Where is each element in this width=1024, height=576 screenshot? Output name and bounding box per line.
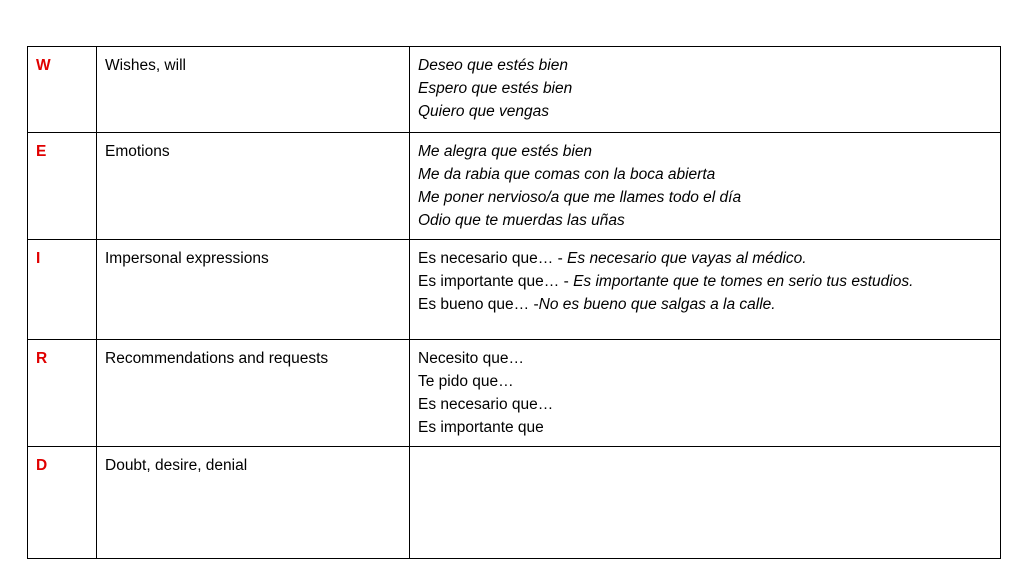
row-letter: D [28,447,97,559]
row-meaning: Wishes, will [97,47,410,133]
example-line [418,293,992,316]
example-line: Espero que estés bien [418,80,573,97]
example-line: Odio que te muerdas las uñas [418,212,625,229]
example-plain: Es necesario que… - [418,250,568,267]
row-letter: E [28,133,97,240]
table-row [28,240,1001,340]
row-examples [410,340,1001,447]
example-line: Me poner nervioso/a que me llames todo el día [418,189,742,206]
table-row [28,340,1001,447]
example-line: Necesito que… [418,350,524,367]
table-row [28,47,1001,133]
row-meaning: Emotions [97,133,410,240]
row-meaning: Recommendations and requests [97,340,410,447]
example-line [418,270,992,293]
example-line: Es importante que [418,419,544,436]
example-plain: Es bueno que… - [418,296,539,313]
example-line: Me alegra que estés bien [418,143,593,160]
example-italic: No es bueno que salgas a la calle. [538,296,776,313]
row-meaning: Doubt, desire, denial [97,447,410,559]
row-letter: I [28,240,97,340]
row-meaning: Impersonal expressions [97,240,410,340]
example-italic: Es importante que te tomes en serio tus estudios. [573,273,914,290]
row-letter: W [28,47,97,133]
table-row [28,133,1001,240]
weird-table [27,46,1001,559]
row-examples [410,240,1001,340]
example-italic: Es necesario que vayas al médico. [567,250,807,267]
example-line [418,247,992,270]
example-line: Quiero que vengas [418,103,549,120]
table-row [28,447,1001,559]
example-line: Deseo que estés bien [418,57,568,74]
row-examples [410,47,1001,133]
example-plain: Es importante que… - [418,273,574,290]
row-examples [410,133,1001,240]
example-line: Es necesario que… [418,396,554,413]
row-examples [410,447,1001,559]
example-line: Te pido que… [418,373,514,390]
row-letter: R [28,340,97,447]
example-line: Me da rabia que comas con la boca abierta [418,166,716,183]
